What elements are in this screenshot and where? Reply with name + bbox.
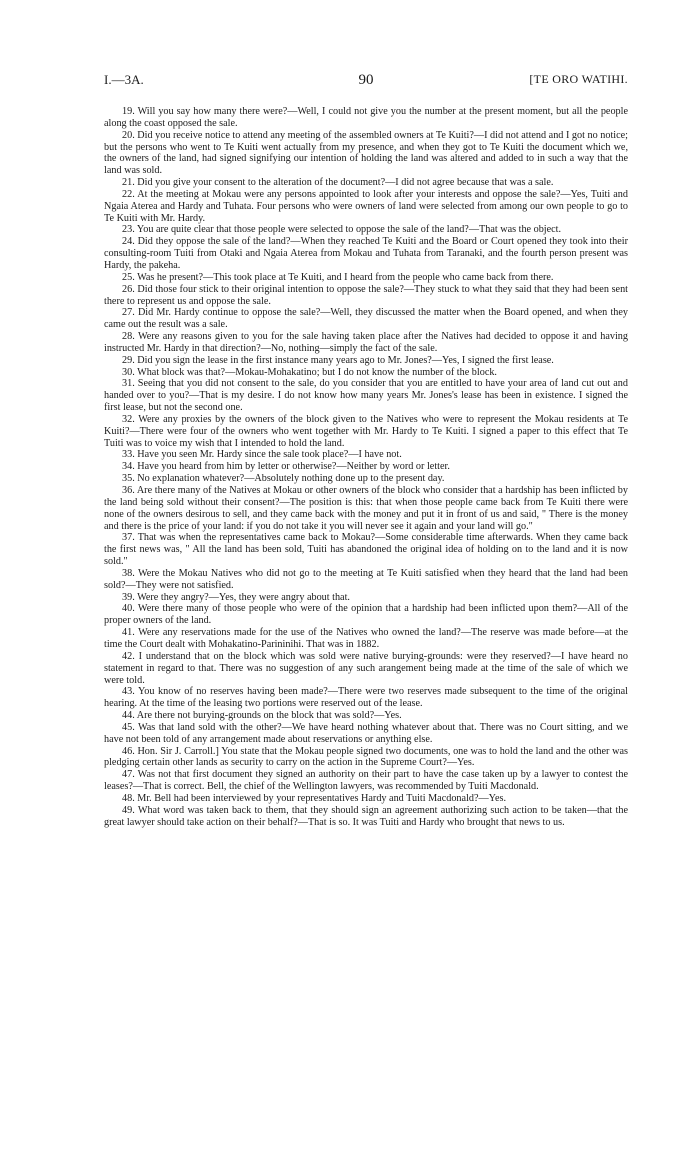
page-header (104, 72, 628, 96)
paragraph-23: 23. You are quite clear that those people were selected to oppose the sale of the land?—That was the object. (122, 224, 562, 236)
paragraph-47: 47. Was not that first document they signed an authority on their part to have the case taken up by a lawyer to contest the leases?—That is correct. Bell, the chief of the Wellington lawyers, was recommended by Tuiti Macdonald. (104, 769, 628, 793)
paragraph-24: 24. Did they oppose the sale of the land?—When they reached Te Kuiti and the Board or Court opened they took into their consulting-room Tuiti from Otaki and Ngaia Aterea from Mokau and Tuhata from Taranaki, and the fourth person present was Hardy, the pakeha. (104, 236, 628, 271)
paragraph-21: 21. Did you give your consent to the alteration of the document?—I did not agree because that was a sale. (122, 177, 554, 189)
paragraph-26: 26. Did those four stick to their original intention to oppose the sale?—They stuck to what they said that they had been sent there to represent us and oppose the sale. (104, 283, 628, 307)
document-reference: I.—3A. (104, 72, 144, 87)
paragraph-37: 37. That was when the representatives came back to Mokau?—Some considerable time afterwards. When they came back the first news was, " All the land has been sold, Tuiti has abandoned the original idea of holding on to the land and it is now sold." (104, 532, 628, 568)
paragraph-38: 38. Were the Mokau Natives who did not go to the meeting at Te Kuiti satisfied when they heard that the land had been sold?—They were not satisfied. (104, 567, 628, 591)
paragraph-28: 28. Were any reasons given to you for the sale having taken place after the Natives had decided to oppose it and having instructed Mr. Hardy in that direction?—No, nothing—simply the fact of the sale. (104, 331, 628, 354)
page-number: 90 (358, 72, 374, 88)
paragraph-40: 40. Were there many of those people who were of the opinion that a hardship had been inflicted upon them?—All of the proper owners of the land. (104, 603, 628, 627)
paragraph-20: 20. Did you receive notice to attend any meeting of the assembled owners at Te Kuiti?—I did not attend and I got no notice; but the persons who went to Te Kuiti went actually from my presence, and when they got to Te Kuiti the document which we, the owners of the land, had signed signifying our intention of holding the land was altered and added to in such a way that the land was sold. (104, 129, 628, 177)
paragraph-30: 30. What block was that?—Mokau-Mohakatino; but I do not know the number of the block. (122, 366, 497, 378)
paragraph-43: 43. You know of no reserves having been made?—There were two reserves made subsequent to the time of the original hearing. At the time of the leasing two portions were reserved out of the lease. (104, 686, 628, 710)
paragraph-49: 49. What word was taken back to them, that they should sign an agreement authorizing such action to be taken—that the great lawyer should take action on their behalf?—That is so. It was Tuiti and Hardy who brought that news to us. (104, 804, 628, 828)
paragraph-44: 44. Are there not burying-grounds on the block that was sold?—Yes. (122, 710, 402, 722)
paragraph-42: 42. I understand that on the block which was sold were native burying-grounds: were they reserved?—I have heard no statement in regard to that. There was no suggestion of any such arangement being made at the time of the sale of which we were told. (104, 650, 628, 686)
paragraph-41: 41. Were any reservations made for the use of the Natives who owned the land?—The reserve was made before—at the time the Court dealt with Mohakatino-Parininihi. That was in 1882. (104, 627, 628, 650)
paragraph-31: 31. Seeing that you did not consent to the sale, do you consider that you are entitled to have your area of land cut out and handed over to you?—That is my desire. I do not know how many years Mr. Jones's lease has been in existence. I signed the first lease, but not the second one. (104, 378, 628, 414)
paragraph-35: 35. No explanation whatever?—Absolutely nothing done up to the present day. (122, 473, 445, 485)
paragraph-27: 27. Did Mr. Hardy continue to oppose the sale?—Well, they discussed the matter when the Board opened, and when they came out the result was a sale. (104, 307, 628, 331)
paragraph-48: 48. Mr. Bell had been interviewed by your representatives Hardy and Tuiti Macdonald?—Yes. (122, 792, 507, 804)
paragraph-45: 45. Was that land sold with the other?—We have heard nothing whatever about that. There was no Court sitting, and we have not been told of any arrangement made about reservations or anything else. (104, 721, 628, 745)
paragraph-33: 33. Have you seen Mr. Hardy since the sale took place?—I have not. (122, 449, 402, 461)
paragraph-22: 22. At the meeting at Mokau were any persons appointed to look after your interests and oppose the sale?—Yes, Tuiti and Ngaia Aterea and Hardy and Tuhata. Four persons who were owners of land were selected from among our own people to go to Te Kuiti with Mr. Hardy. (104, 188, 628, 224)
paragraph-32: 32. Were any proxies by the owners of the block given to the Natives who were to represent the Mokau residents at Te Kuiti?—There were four of the owners who went together with Mr. Hardy to Te Kuiti. I signed a paper to this effect that Te Tuiti was to voice my wish that I intended to hold the land. (104, 413, 628, 449)
paragraph-34: 34. Have you heard from him by letter or otherwise?—Neither by word or letter. (122, 461, 450, 473)
paragraph-39: 39. Were they angry?—Yes, they were angry about that. (122, 591, 350, 603)
paragraph-19: 19. Will you say how many there were?—Well, I could not give you the number at the present moment, but all the people along the coast opposed the sale. (104, 106, 628, 129)
transcript-body (104, 106, 628, 828)
paragraph-25: 25. Was he present?—This took place at Te Kuiti, and I heard from the people who came back from there. (122, 271, 554, 283)
paragraph-36: 36. Are there many of the Natives at Mokau or other owners of the block who consider that a hardship has been inflicted by the land being sold without their consent?—The position is this: that when those people came back from Te Kuiti there were none of the owners desirous to sell, and they came back with the money and put it in front of us and said, " There is the money and there is the price of your land: if you do not take it you will never see it again and your land will go." (104, 485, 628, 532)
paragraph-29: 29. Did you sign the lease in the first instance many years ago to Mr. Jones?—Yes, I signed the first lease. (122, 354, 554, 366)
paragraph-46: 46. Hon. Sir J. Carroll.] You state that the Mokau people signed two documents, one was to hold the land and the other was pledging certain other lands as security to carry on the action in the Supreme Court?—Yes. (104, 745, 628, 769)
section-title: [TE ORO WATIHI. (529, 72, 628, 86)
